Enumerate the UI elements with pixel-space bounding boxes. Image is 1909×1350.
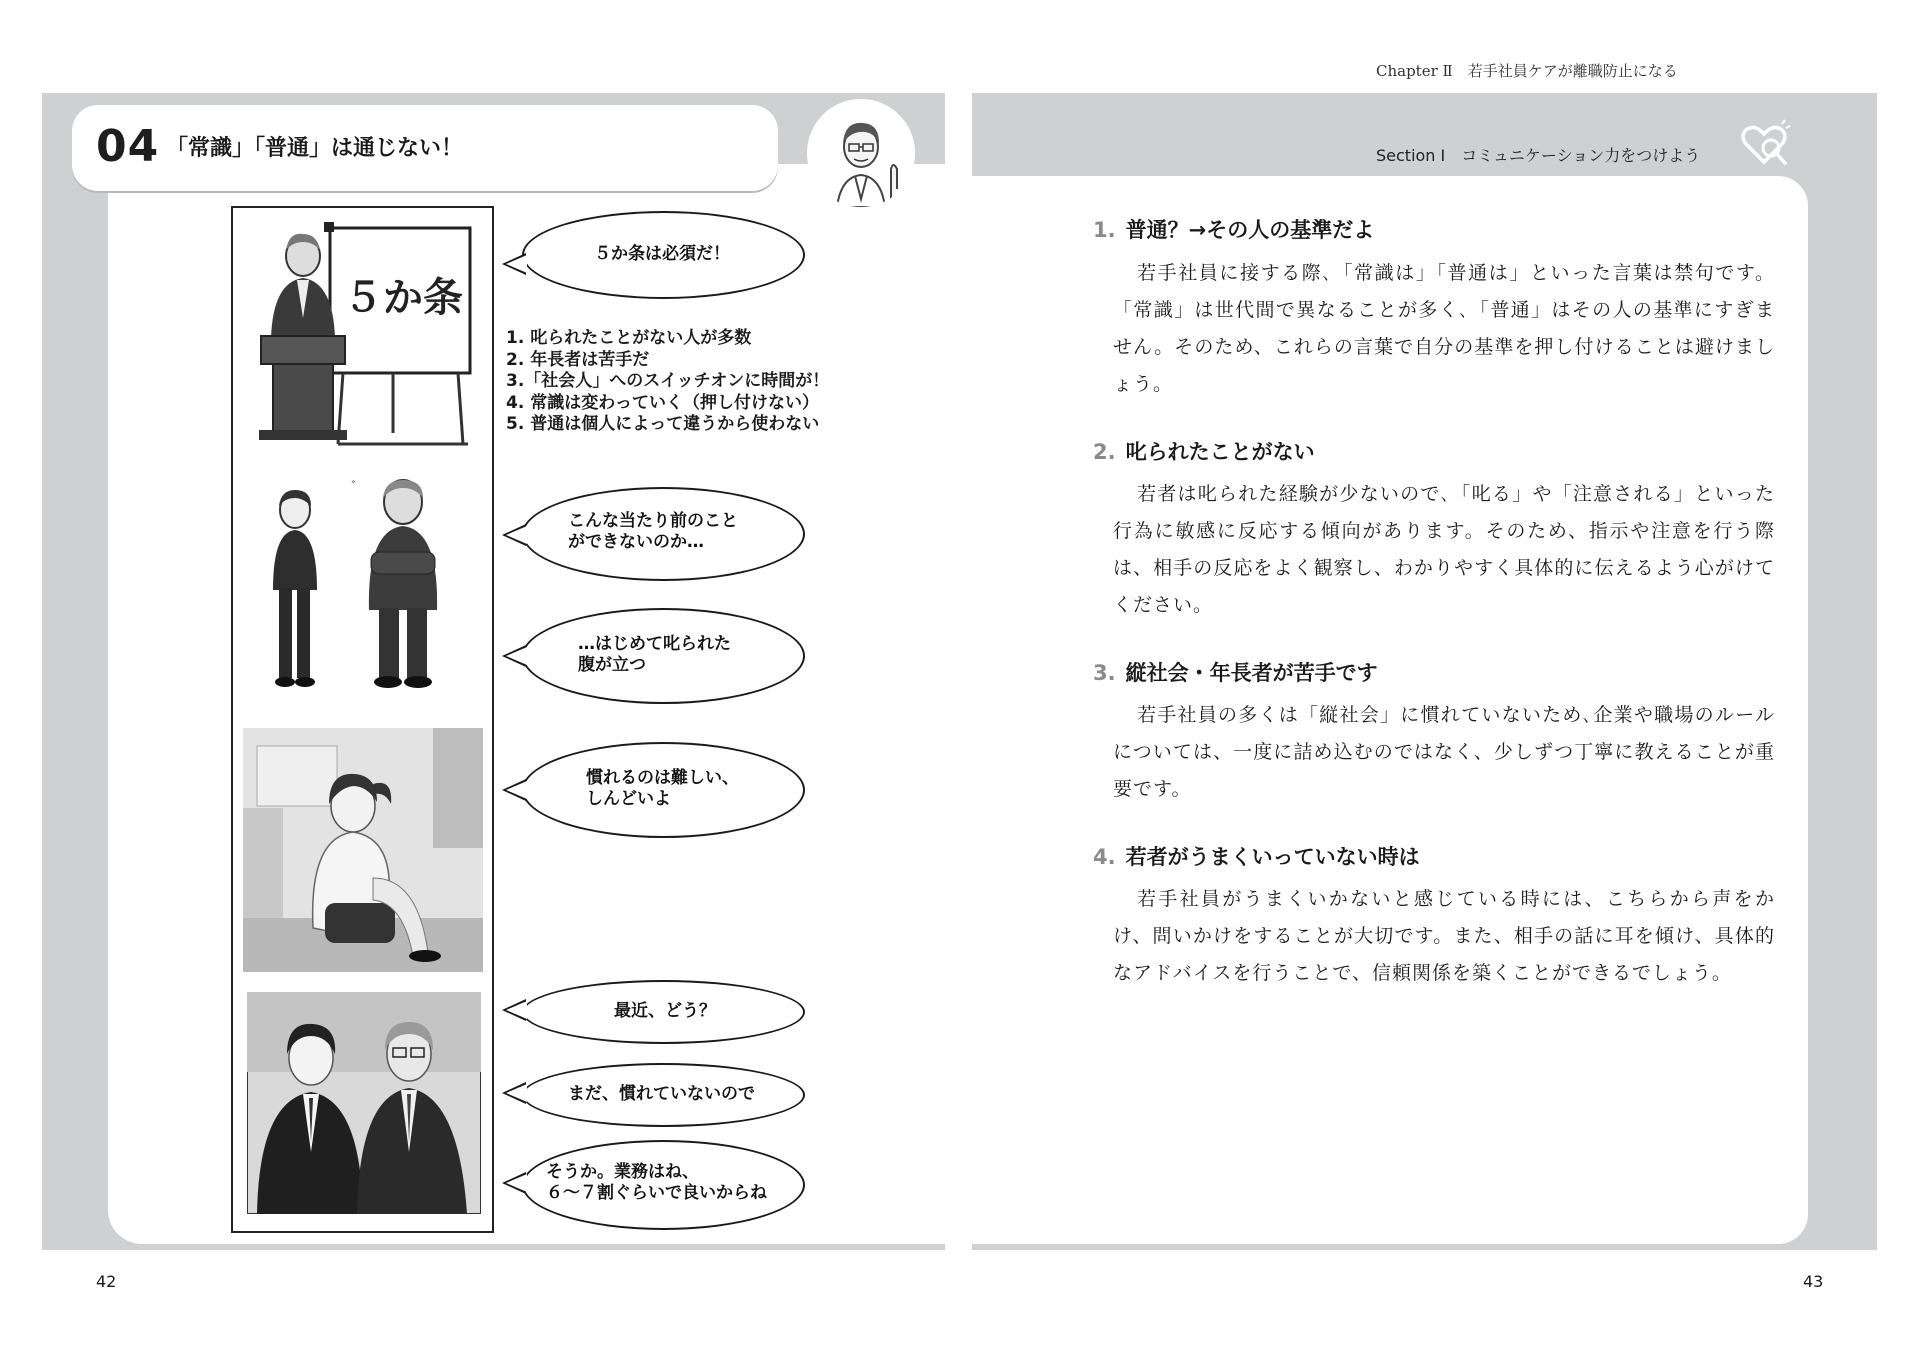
teacher-avatar [807, 99, 915, 207]
speech-bubble: まだ、慣れていないので [522, 1063, 805, 1127]
rule-item: 1. 叱られたことがない人が多数 [506, 328, 752, 348]
section-label: Section Ⅰ コミュニケーション力をつけよう [1376, 146, 1701, 165]
speech-bubble: …はじめて叱られた 腹が立つ [522, 608, 805, 704]
five-rules-list [506, 328, 829, 436]
lesson-title: 「常識」「普通」は通じない！ [166, 136, 464, 161]
section-body: 若手社員がうまくいかないと感じている時には、こちらから声をかけ、問いかけをすることが大切です。また、相手の話に耳を傾け、具体的なアドバイスを行うことで、信頼関係を築くことができるでしょう。 [1113, 888, 1775, 984]
comic-strip [231, 206, 494, 1233]
scolding-illustration [233, 470, 492, 710]
chapter-header: Chapter Ⅱ 若手社員ケアが離職防止になる [1376, 62, 1678, 80]
section-heading: 3. 縦社会・年長者が苦手です [1093, 661, 1378, 685]
rule-item: 4. 常識は変わっていく（押し付けない） [506, 392, 820, 413]
section-body: 若者は叱られた経験が少ないので､「叱る」や「注意される」といった行為に敏感に反応する傾向があります。そのため、指示や注意を行う際は、相手の反応をよく観察し、わかりやすく具体的に伝えるよう心がけてください。 [1113, 483, 1775, 616]
svg-text:ﾞ: ﾞ [351, 480, 358, 496]
rule-item: 3.「社会人」へのスイッチオンに時間が！ [506, 371, 830, 391]
section-heading: 1. 普通？→その人の基準だよ [1093, 218, 1375, 242]
section-heading: 4. 若者がうまくいっていない時は [1093, 845, 1420, 869]
speech-bubble: ５か条は必須だ！ [522, 211, 805, 299]
speech-bubble: 慣れるのは難しい、 しんどいよ [522, 742, 805, 838]
page-number-left: 42 [96, 1272, 117, 1291]
speech-bubble: そうか。業務はね、 ６～７割ぐらいで良いからね [522, 1140, 805, 1230]
speech-bubble: 最近、どう？ [522, 980, 805, 1044]
heart-magnifier-icon [1738, 118, 1792, 172]
speech-bubble: こんな当たり前のこと ができないのか… [522, 487, 805, 581]
sad-woman-illustration [243, 728, 483, 972]
section-heading: 2. 叱られたことがない [1093, 440, 1315, 464]
lesson-number: 04 [96, 121, 160, 172]
section-body: 若手社員の多くは「縦社会」に慣れていないため､企業や職場のルールについては、一度に詰め込むのではなく、少しずつ丁寧に教えることが重要です。 [1113, 704, 1775, 800]
section-body: 若手社員に接する際､「常識は」「普通は」といった言葉は禁句です。「常識」は世代間で異なることが多く､「普通」はその人の基準にすぎません。そのため、これらの言葉で自分の基準を押し付けることは避けましょう。 [1113, 262, 1775, 395]
page-number-right: 43 [1803, 1272, 1824, 1291]
conversation-illustration [247, 992, 481, 1214]
podium-illustration [233, 208, 492, 458]
rule-item: 2. 年長者は苦手だ [506, 349, 650, 370]
rule-item: 5. 普通は個人によって違うから使わない [506, 414, 820, 434]
board-text: ５か条 [343, 275, 463, 321]
